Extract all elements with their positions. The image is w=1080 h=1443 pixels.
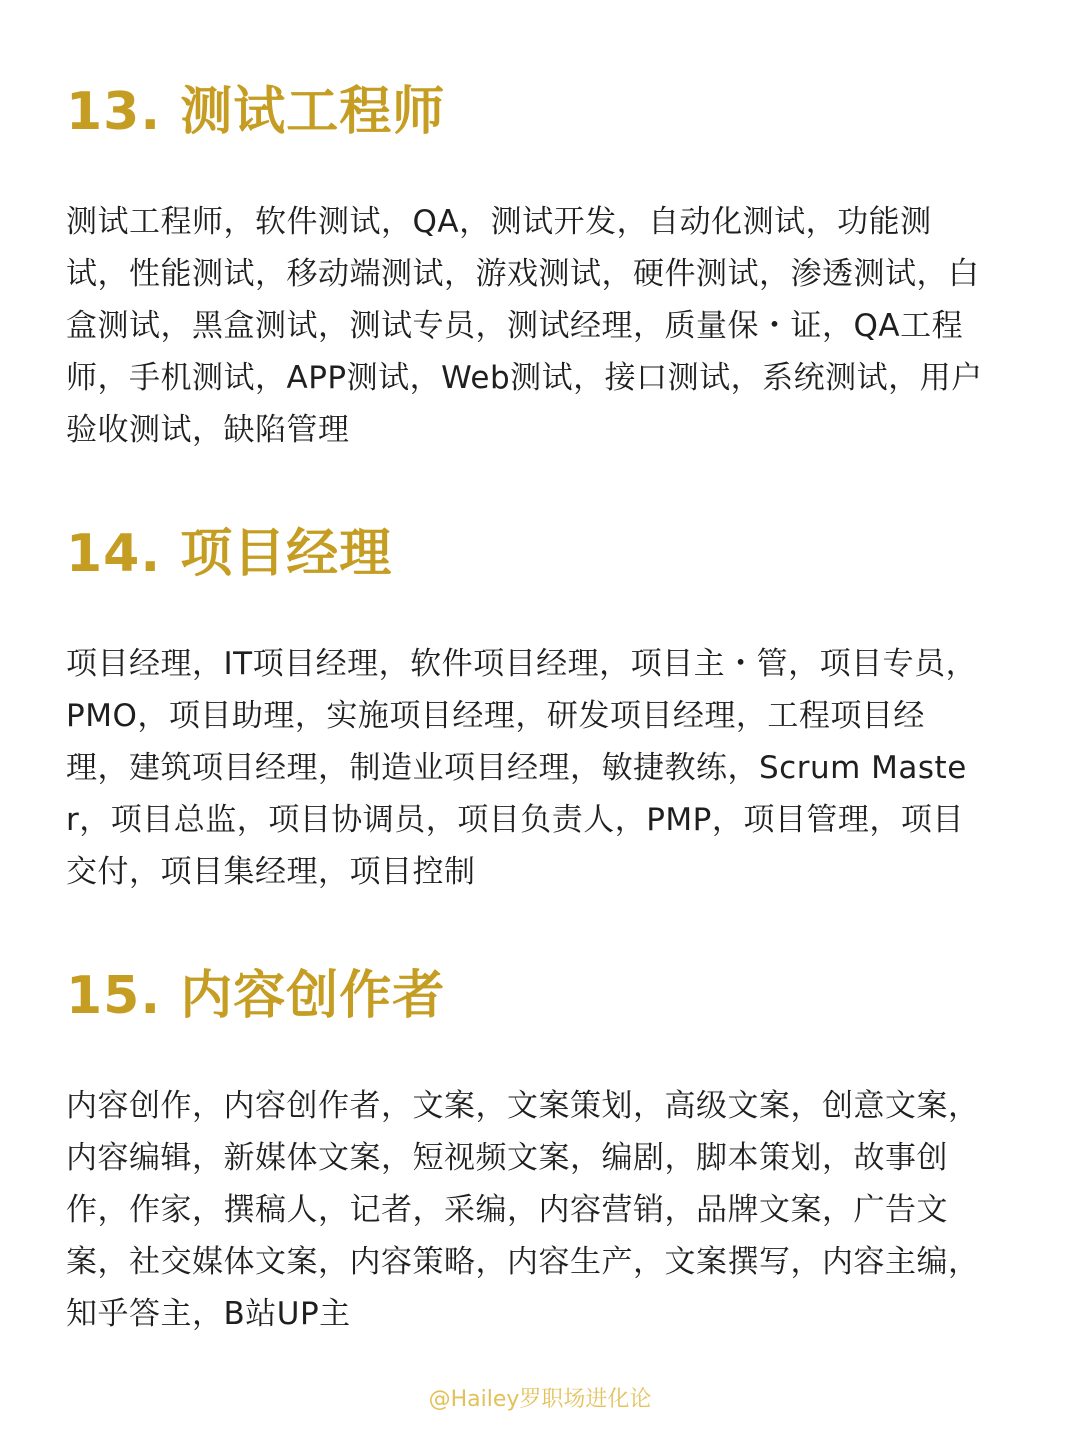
section-project-manager — [66, 520, 986, 898]
section-test-engineer — [66, 78, 986, 456]
section-title: 15. 内容创作者 — [66, 966, 446, 1026]
section-body: 项目经理，IT项目经理，软件项目经理，项目主・管，项目专员，PMO，项目助理，实施项目经理，研发项目经理，工程项目经理，建筑项目经理，制造业项目经理，敏捷教练，Scrum Master，项目总监，项目协调员，项目负责人，PMP，项目管理，项目交付，项目集经理，项目控制 — [66, 646, 978, 890]
author-watermark: @Hailey罗职场进化论 — [428, 1387, 652, 1412]
section-title: 13. 测试工程师 — [66, 82, 446, 142]
section-content-creator — [66, 962, 986, 1340]
section-body: 内容创作，内容创作者，文案，文案策划，高级文案，创意文案，内容编辑，新媒体文案，短视频文案，编剧，脚本策划，故事创作，作家，撰稿人，记者，采编，内容营销，品牌文案，广告文案，社交媒体文案，内容策略，内容生产，文案撰写，内容主编，知乎答主，B站UP主 — [66, 1088, 980, 1332]
section-body: 测试工程师，软件测试，QA，测试开发，自动化测试，功能测试，性能测试，移动端测试，游戏测试，硬件测试，渗透测试，白盒测试，黑盒测试，测试专员，测试经理，质量保・证，QA工程师，手机测试，APP测试，Web测试，接口测试，系统测试，用户验收测试，缺陷管理 — [66, 204, 983, 448]
section-title: 14. 项目经理 — [66, 524, 393, 584]
